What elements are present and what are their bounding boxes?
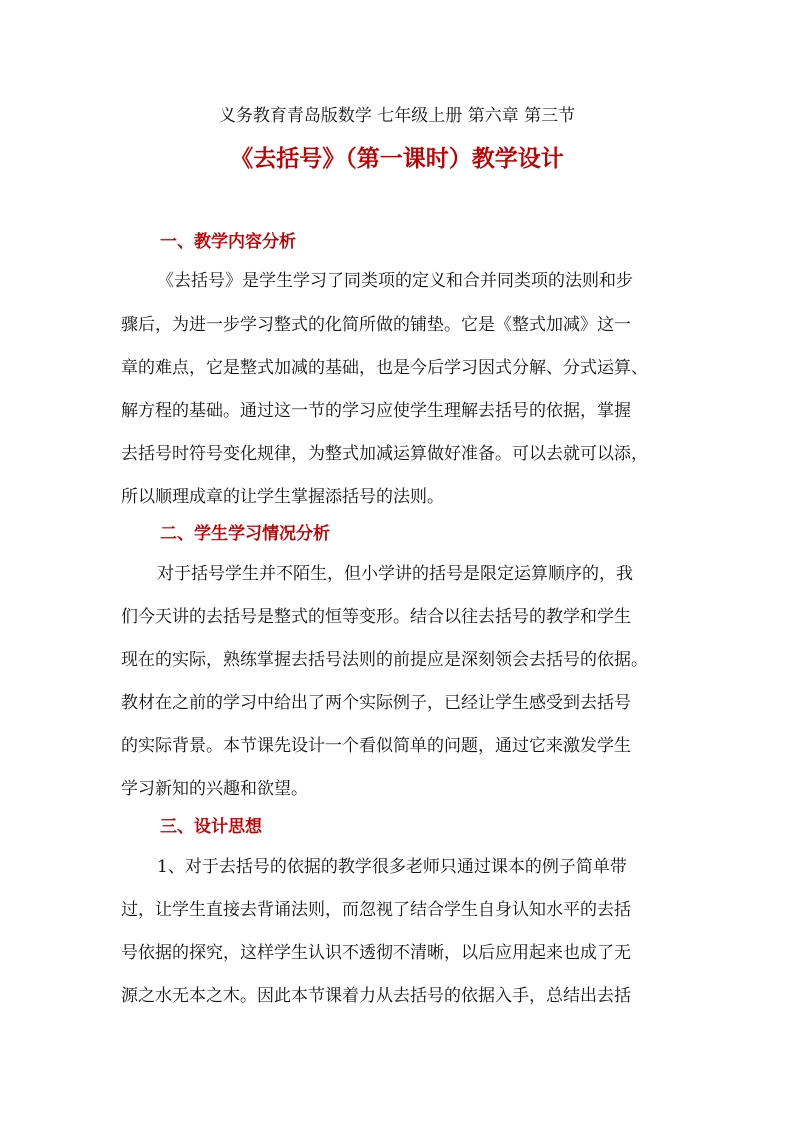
paragraph-line: 解方程的基础。通过这一节的学习应使学生理解去括号的依据，掌握 (121, 401, 631, 421)
paragraph-line: 1、对于去括号的依据的教学很多老师只通过课本的例子简单带 (157, 857, 627, 877)
paragraph-line: 对于括号学生并不陌生，但小学讲的括号是限定运算顺序的，我 (157, 564, 633, 584)
paragraph-line: 现在的实际，熟练掌握去括号法则的前提应是深刻领会去括号的依据。 (121, 650, 648, 670)
paragraph-line: 所以顺理成章的让学生掌握添括号的法则。 (121, 487, 444, 507)
paragraph-line: 号依据的探究，这样学生认识不透彻不清晰，以后应用起来也成了无 (121, 943, 631, 963)
paragraph-line: 学习新知的兴趣和欲望。 (121, 779, 308, 799)
paragraph-line: 源之水无本之木。因此本节课着力从去括号的依据入手，总结出去括 (121, 986, 631, 1006)
section-heading-content-analysis: 一、教学内容分析 (160, 232, 296, 252)
document-title: 《去括号》（第一课时）教学设计 (230, 145, 564, 172)
section-heading-student-analysis: 二、学生学习情况分析 (160, 524, 330, 544)
paragraph-line: 去括号时符号变化规律，为整式加减运算做好准备。可以去就可以添， (121, 444, 648, 464)
paragraph-line: 的实际背景。本节课先设计一个看似简单的问题，通过它来激发学生 (121, 736, 631, 756)
paragraph-line: 教材在之前的学习中给出了两个实际例子，已经让学生感受到去括号 (121, 693, 631, 713)
section-heading-design-idea: 三、设计思想 (160, 817, 262, 837)
document-subtitle: 义务教育青岛版数学 七年级上册 第六章 第三节 (218, 106, 576, 126)
paragraph-line: 过，让学生直接去背诵法则，而忽视了结合学生自身认知水平的去括 (121, 900, 631, 920)
paragraph-line: 们今天讲的去括号是整式的恒等变形。结合以往去括号的教学和学生 (121, 607, 631, 627)
paragraph-line: 骤后，为进一步学习整式的化简所做的铺垫。它是《整式加减》这一 (121, 315, 631, 335)
paragraph-line: 《去括号》是学生学习了同类项的定义和合并同类项的法则和步 (157, 271, 633, 291)
paragraph-line: 章的难点，它是整式加减的基础，也是今后学习因式分解、分式运算、 (121, 358, 648, 378)
